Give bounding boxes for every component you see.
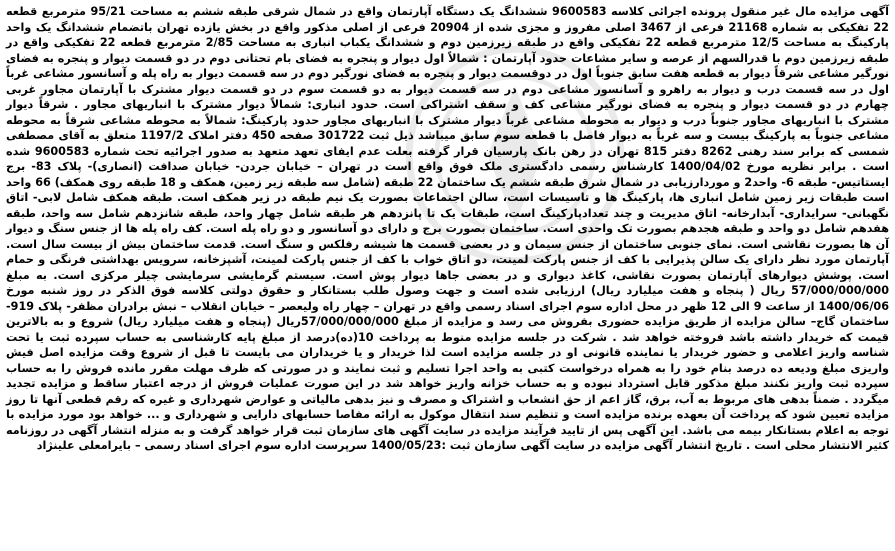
- auction-notice-text: آگهی مزایده مال غیر منقول پرونده اجرائی کلاسه 9600583 ششدانگ یک دستگاه آپارتمان واقع در شمال شرقی طبقه ششم به مساحت 95/21 مترمربع قطعه 22 تفکیکی به شماره 21168 فرعی از 3467 اصلی مفروز و مجزی شده از 20904 فرعی از اصلی مذکور واقع در بخش یازده تهران باتضمام ششدانگ یک واحد پارکینگ به مساحت 12/5 مترمربع قطعه 22 تفکیکی واقع در طبقه زیرزمین دوم و ششدانگ یکباب انباری به مساحت 2/85 مترمربع قطعه 22 تفکیکی واقع در طبقه زیرزمین دوم با قدرالسهم از عرصه و سایر مشاعات حدود آپارتمان : شمالاً اول دیوار و پنجره به فضای بام تحتانی دوم در دو قسمت دیوار و پنجره به فضای نورگیر مشاعی شرقاً دیوار به قطعه هفت سابق جنوباً اول در دوقسمت دیوار و پنجره به فضای نورگیر دوم در سه قسمت دیوار به راه پله و آسانسور مشاعی غرباً اول در سه قسمت درب و دیوار به راهرو و آسانسور مشاعی دوم در سه قسمت دیوار به دو قسمت سوم در دو قسمت دیوار مشترک با آپارتمان مجاور غربی چهارم در دو قسمت دیوار و پنجره به فضای نورگیر مشاعی کف و سقف اشتراکی است. حدود انباری: شمالاً دیوار مشترک با انباریهای مجاور . شرقاً دیوار مشترک با انباریهای مجاور جنوباً درب و دیوار به محوطه مشاعی غرباً دیوار مشترک با انباریهای مجاور حدود پارکینگ: شمالاً به محوطه مشاعی شرقاً به محوطه مشاعی جنوباً به پارکینگ بیست و سه غرباً به دیوار فاصل با قطعه سوم سابق میباشد ذیل ثبت 301722 صفحه 450 دفتر املاک 1197/2 متعلق به آقای مصطفی شمسی که برابر سند رهنی 8262 دفتر 815 تهران در رهن بانک پارسیان قرار گرفته بعلت عدم ایفای تعهد متعهد به صدور اجرائیه تحت شماره 9600583 شده است . برابر نظریه مورخ 1400/04/02 کارشناس رسمی دادگستری ملک فوق واقع است در تهران – خیابان جردن- خیابان صدافت (انصاری)- پلاک 83- برج ایستاتیس- طبقه 6- واحد2 و موردارزیابی در شمال شرق طبقه ششم یک ساختمان 22 طبقه (شامل سه طبقه زیر زمین، همکف و 18 طبقه روی همکف) 66 واحد است طبقات زیر زمین شامل انباری ها، پارکینگ ها و تاسیسات است، سالن اجتماعات بصورت یک نیم طبقه در زیر همکف است. طبقه همکف شامل لابی- اتاق نگهبانی- سرایداری- آبدارخانه- اتاق مدیریت و چند تعدادپارکینگ است، طبقات یک تا پانزدهم هر طبقه شامل چهار واحد، طبقه شانزدهم شامل سه واحد، طبقه هفدهم شامل دو واحد و طبقه هجدهم بصورت تک واحدی است. ساختمان بصورت برج و دارای دو آسانسور و دو راه پله است. کف راه پله ها از جنس سنگ و دیوار آن ها بصورت نقاشی است. نمای جنوبی ساختمان از جنس سیمان و در بعضی قسمت ها شیشه رفلکس و سنگ است. قدمت ساختمان بیش از بیست سال است. آپارتمان مورد نظر دارای یک سالن پذیرایی با کف از جنس پارکت لمینت، دو اتاق خواب با کف از جنس پارکت لمینت، آشپزخانه، سرویس بهداشتی فرنگی و حمام است. پوشش دیوارهای آپارتمان بصورت نقاشی، کاغذ دیواری و در بعضی جاها دیوار پوش است. سیستم گرمایشی سرمایشی چیلر مرکزی است. به مبلغ 57/000/000/000 ریال ( پنجاه و هفت میلیارد ریال) ارزیابی شده است و جهت وصول طلب بستانکار و حقوق دولتی کلاسه فوق الذکر در روز شنبه مورخ 1400/06/06 از ساعت 9 الی 12 ظهر در محل اداره سوم اجرای اسناد رسمی واقع در تهران – چهار راه ولیعصر – خیابان انقلاب – نبش برادران مظفر- پلاک 919- ساختمان گاج– سالن مزایده از طریق مزایده حضوری بفروش می رسد و مزایده از مبلغ 57/000/000/000ریال (پنجاه و هفت میلیارد ریال) شروع و به بالاترین قیمت که خریدار داشته باشد فروخته خواهد شد . شرکت در جلسه مزایده منوط به پرداخت 10(ده)درصد از مبلغ پایه کارشناسی به حساب سپرده ثبت یا تحت شناسه واریز اعلامی و حضور خریدار یا نماینده قانونی او در جلسه مزایده است لذا خریدار و یا خریداران می بایست تا قبل از شروع وقت مزایده اصل فیش واریزی مبلغ ودیعه ده درصد بنام خود را به همراه درخواست کتبی به واحد اجرا تسلیم و ثبت نمایند و در صورتی که ظرف مهلت مقرر مانده فروش را به حساب سپرده ثبت واریز نکنند مبلغ مذکور قابل استرداد نبوده و به حساب خزانه واریز خواهد شد در این صورت عملیات فروش از درجه اعتبار ساقط و مزایده تجدید میگردد . ضمناً بدهی های مربوط به آب، برق، گاز اعم از حق انشعاب و اشتراک و مصرف و نیز بدهی مالیاتی و عوارض شهرداری و غیره که رقم قطعی آنها تا روز مزایده تعیین شود که پرداخت آن بعهده برنده مزایده است و تنظیم سند انتقال موکول به ارائه مفاصا حسابهای دارایی و شهرداری و ... خواهد بود مورد مزایده با توجه به اعلام بستانکار بیمه می باشد. این آگهی پس از تایید فرآیند مزایده در سایت آگهی های سازمان ثبت قرار خواهد گرفت و به منزله انتشار آگهی در روزنامه کثیر الانتشار محلی است . تاریخ انتشار آگهی مزایده در سایت آگهی سازمان ثبت :1400/05/23 سرپرست اداره سوم اجرای اسناد رسمی – بایرامعلی علینژاد: [6, 5, 890, 452]
